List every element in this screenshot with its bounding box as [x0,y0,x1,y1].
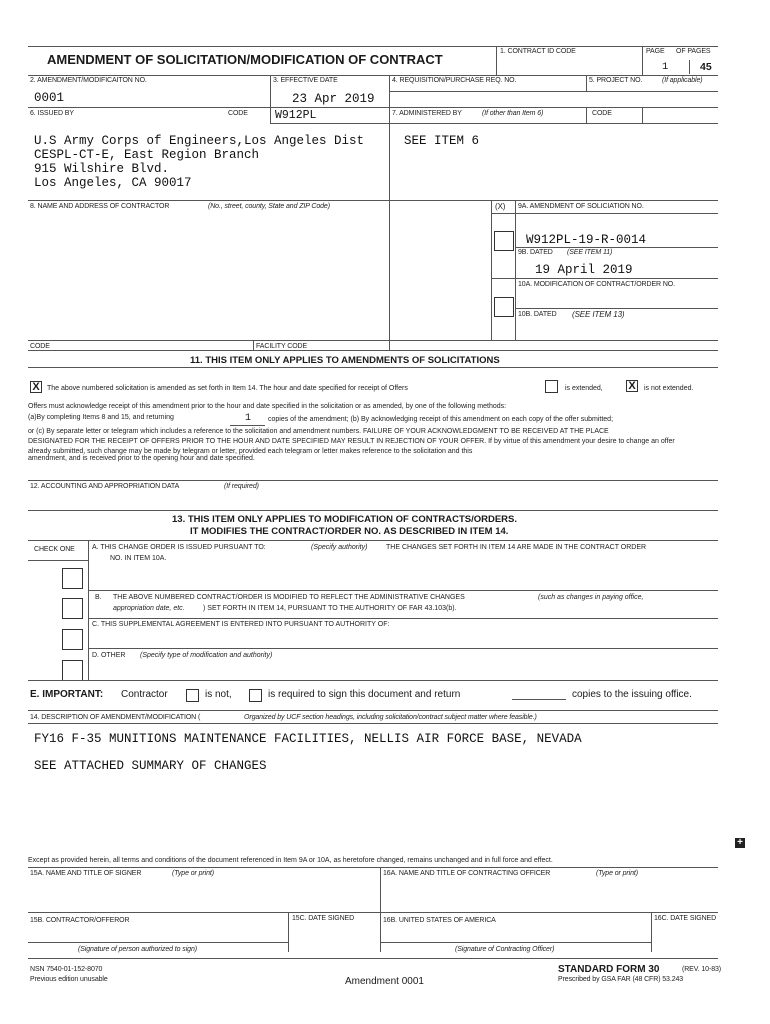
item13-a2: THE CHANGES SET FORTH IN ITEM 14 ARE MADE IN THE CONTRACT ORDER [386,544,647,551]
issued-by-line-4: Los Angeles, CA 90017 [34,176,192,190]
important-label: E. IMPORTANT: [30,689,104,700]
item13a-checkbox[interactable] [62,568,83,589]
item8-code-label: CODE [30,343,50,350]
contract-id-label: 1. CONTRACT ID CODE [500,48,576,55]
item3-label: 3. EFFECTIVE DATE [273,77,338,84]
amendment-number: 0001 [34,91,65,105]
description-line-1: FY16 F-35 MUNITIONS MAINTENANCE FACILITIES, NELLIS AIR FORCE BASE, NEVADA [34,732,582,746]
item9b-hint: (SEE ITEM 11) [567,249,613,256]
item6-label: 6. ISSUED BY [30,110,74,117]
amendment-footer: Amendment 0001 [345,976,424,987]
item16b-label: 16B. UNITED STATES OF AMERICA [383,917,496,924]
form-title: AMENDMENT OF SOLICITATION/MODIFICATION OF CONTRACT [47,52,443,67]
item12-hint: (If required) [224,483,259,490]
solicitation-number: W912PL-19-R-0014 [526,233,647,247]
is-required-checkbox[interactable] [249,689,262,702]
item11-line3a: (a)By completing Items 8 and 15, and returning [28,414,174,421]
item6-code-label: CODE [228,110,248,117]
sig16-caption: (Signature of Contracting Officer) [455,946,555,953]
description-line-2: SEE ATTACHED SUMMARY OF CHANGES [34,759,267,773]
page-label: PAGE [646,48,665,55]
item14-label: 14. DESCRIPTION OF AMENDMENT/MODIFICATION ( [30,714,201,721]
copies-count: 1 [245,413,252,424]
item7-hint: (If other than Item 6) [482,110,544,117]
item7-label: 7. ADMINISTERED BY [392,110,462,117]
of-pages-label: OF PAGES [676,48,711,55]
item11-line7: amendment, and is received prior to the opening hour and date specified. [28,455,255,462]
solicitation-date: 19 April 2019 [535,263,633,277]
item8-hint: (No., street, county, State and ZIP Code) [208,203,330,210]
item13-b1: THE ABOVE NUMBERED CONTRACT/ORDER IS MODIFIED TO REFLECT THE ADMINISTRATIVE CHANGES [113,594,465,601]
effective-date: 23 Apr 2019 [292,92,375,106]
standard-form: STANDARD FORM 30 [558,964,660,975]
important-copies: copies to the issuing office. [572,689,692,700]
administered-by-value: SEE ITEM 6 [404,134,480,148]
item10b-hint: (SEE ITEM 13) [572,310,625,319]
item11-line6: already submitted, such change may be made by telegram or letter, provided each telegram or letter makes reference to the solicitation and this [28,448,473,455]
issued-by-line-3: 915 Wilshire Blvd. [34,162,170,176]
nsn-number: NSN 7540-01-152-8070 [30,966,103,973]
item13-title-1: 13. THIS ITEM ONLY APPLIES TO MODIFICATION OF CONTRACTS/ORDERS. [172,514,518,525]
item11-line4: or (c) By separate letter or telegram which includes a reference to the solicitation and amendment numbers. FAILURE OF YOUR ACKNOWLEDGMENT TO BE RECEIVED AT THE PLACE [28,428,609,435]
item5-hint: (If applicable) [662,77,703,84]
item11-line3b: copies of the amendment; (b) By acknowledging receipt of this amendment on each copy of the offer submitted; [268,416,614,423]
item13-d1: D. OTHER [92,652,126,659]
extended-checkbox[interactable] [545,380,558,393]
item10-checkbox[interactable] [494,297,514,317]
is-not-checkbox[interactable] [186,689,199,702]
is-not-extended-label: is not extended. [644,385,694,392]
item16a-label: 16A. NAME AND TITLE OF CONTRACTING OFFICER [383,870,551,877]
form-revision: (REV. 10-83) [682,966,722,973]
prescribed-by: Prescribed by GSA FAR (48 CFR) 53.243 [558,976,684,983]
item13b-checkbox[interactable] [62,598,83,619]
item15c-label: 15C. DATE SIGNED [292,915,355,922]
previous-edition: Previous edition unusable [30,976,108,983]
item9a-label: 9A. AMENDMENT OF SOLICIATION NO. [518,203,644,210]
page-number: 1 [662,61,669,73]
item9-checkbox[interactable] [494,231,514,251]
item13-b-hint1: (such as changes in paying office, [538,594,644,601]
item9-x-label: (X) [495,202,506,211]
not-extended-checkbox[interactable]: X [626,380,638,392]
item7-code-label: CODE [592,110,612,117]
important-is-not: is not, [205,689,232,700]
item13-b2: ) SET FORTH IN ITEM 14, PURSUANT TO THE AUTHORITY OF FAR 43.103(b). [203,605,457,612]
item11-line2: Offers must acknowledge receipt of this amendment prior to the hour and date specified in the solicitation or as amended, by one of the following methods: [28,403,507,410]
item15a-hint: (Type or print) [172,870,214,877]
item13-a-hint: (Specify authority) [311,544,368,551]
facility-code-label: FACILITY CODE [256,343,308,350]
is-extended-label: is extended, [565,385,603,392]
item13d-checkbox[interactable] [62,660,83,681]
item15b-label: 15B. CONTRACTOR/OFFEROR [30,917,130,924]
item11-line5: DESIGNATED FOR THE RECEIPT OF OFFERS PRIOR TO THE HOUR AND DATE SPECIFIED MAY RESULT IN REJECTION OF YOUR OFFER. If by virtue of this amendment your desire to change an offer [28,438,675,445]
important-is-required: is required to sign this document and return [268,689,461,700]
issued-by-code: W912PL [275,109,317,122]
check-one-label: CHECK ONE [34,546,75,553]
item10b-label: 10B. DATED [518,311,557,318]
expand-icon[interactable]: + [735,838,745,848]
item13-b-letter: B. [95,594,102,601]
issued-by-line-1: U.S Army Corps of Engineers,Los Angeles Dist [34,134,365,148]
page-count: 45 [700,61,712,73]
item8-label: 8. NAME AND ADDRESS OF CONTRACTOR [30,203,170,210]
item16a-hint: (Type or print) [596,870,638,877]
amended-checkbox[interactable]: X [30,381,42,393]
item12-label: 12. ACCOUNTING AND APPROPRIATION DATA [30,483,180,490]
sig15-caption: (Signature of person authorized to sign) [78,946,197,953]
item5-label: 5. PROJECT NO. [589,77,643,84]
item13c-checkbox[interactable] [62,629,83,650]
issued-by-line-2: CESPL-CT-E, East Region Branch [34,148,260,162]
item13-a1: A. THIS CHANGE ORDER IS ISSUED PURSUANT TO: [92,544,266,551]
item9b-label: 9B. DATED [518,249,553,256]
item16c-label: 16C. DATE SIGNED [654,915,717,922]
item13-a3: NO. IN ITEM 10A. [110,555,167,562]
item11-line1: The above numbered solicitation is amended as set forth in Item 14. The hour and date specified for receipt of Offers [47,385,408,392]
item13-b-hint2: appropriation date, etc. [113,605,185,612]
item11-title: 11. THIS ITEM ONLY APPLIES TO AMENDMENTS OF SOLICITATIONS [190,355,500,366]
except-text: Except as provided herein, all terms and conditions of the document referenced in Item 9A or 10A, as heretofore changed, remains unchanged and in full force and effect. [28,857,553,864]
item10a-label: 10A. MODIFICATION OF CONTRACT/ORDER NO. [518,281,675,288]
item13-title-2: IT MODIFIES THE CONTRACT/ORDER NO. AS DESCRIBED IN ITEM 14. [190,526,509,537]
item15a-label: 15A. NAME AND TITLE OF SIGNER [30,870,142,877]
item4-label: 4. REQUISITION/PURCHASE REQ. NO. [392,77,517,84]
item13-d-hint: (Specify type of modification and authority) [140,652,273,659]
important-contractor: Contractor [121,689,168,700]
item13-c1: C. THIS SUPPLEMENTAL AGREEMENT IS ENTERED INTO PURSUANT TO AUTHORITY OF: [92,621,390,628]
item2-label: 2. AMENDMENT/MODIFICAITON NO. [30,77,147,84]
item14-hint: Organized by UCF section headings, including solicitation/contract subject matter where feasible.) [244,714,537,721]
